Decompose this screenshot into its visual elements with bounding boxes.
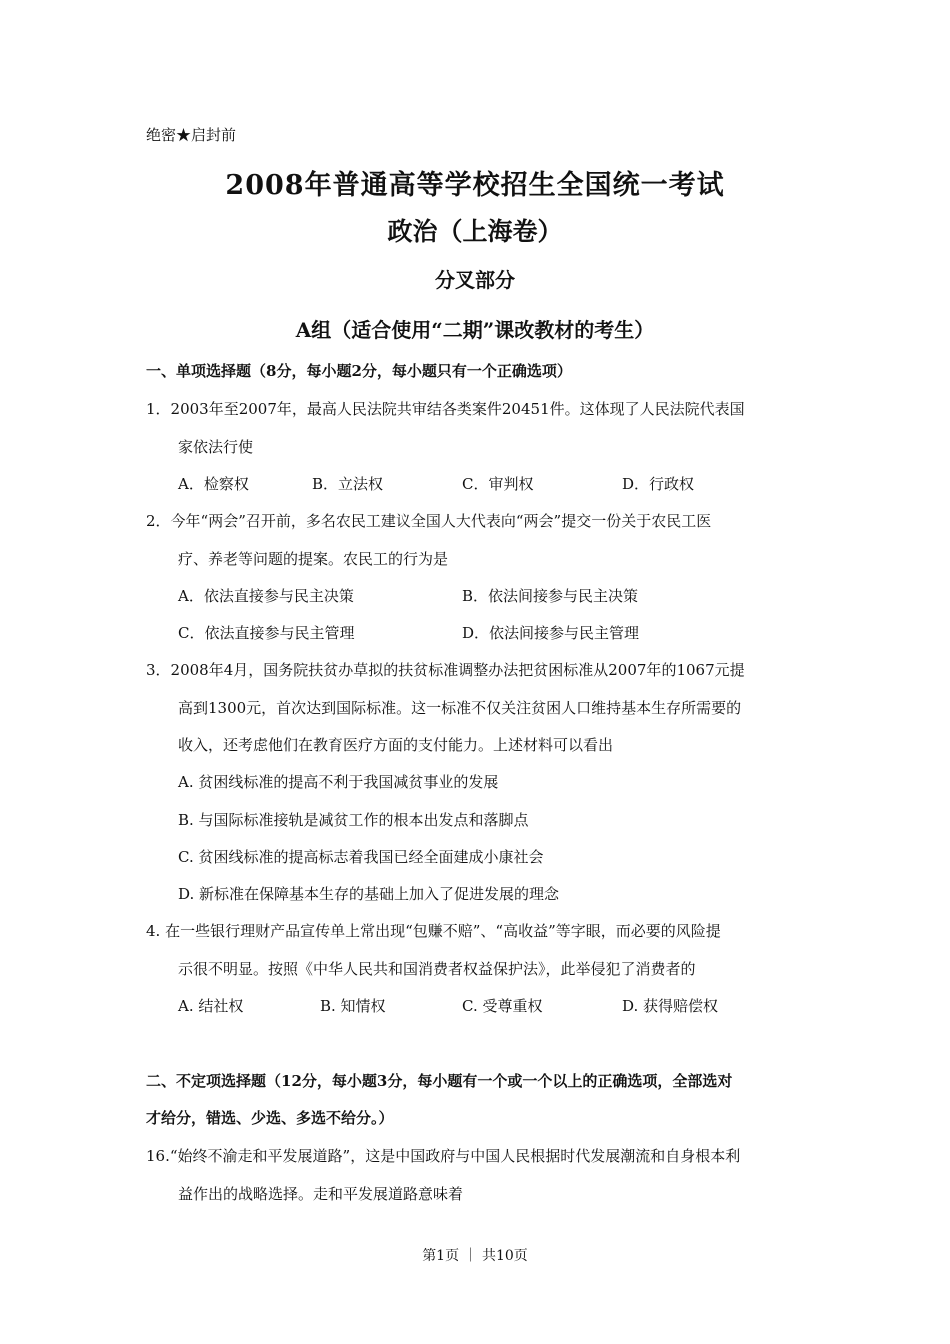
question-2-line2: 疗、养老等问题的提案。农民工的行为是 [178,550,449,568]
question-1-option-b: B．立法权 [312,475,384,493]
section1-heading: 一、单项选择题（8分，每小题2分，每小题只有一个正确选项） [146,362,572,380]
question-2-option-d: D．依法间接参与民主管理 [462,624,640,642]
question-1-option-c: C．审判权 [462,475,534,493]
question-16-line2: 益作出的战略选择。走和平发展道路意味着 [178,1185,464,1203]
question-4-option-a: A. 结社权 [178,997,244,1015]
question-2-option-c: C．依法直接参与民主管理 [178,624,355,642]
question-4-option-b: B. 知情权 [320,997,386,1015]
question-16-line1: 16.“始终不渝走和平发展道路”，这是中国政府与中国人民根据时代发展潮流和自身根本利 [146,1147,741,1165]
exam-title: 2008年普通高等学校招生全国统一考试 [225,170,725,201]
question-3-option-c: C. 贫困线标准的提高标志着我国已经全面建成小康社会 [178,848,544,866]
subject-title: 政治（上海卷） [387,217,563,246]
page-footer: 第1页 ｜ 共10页 [422,1248,528,1264]
question-1-line1: 1．2003年至2007年，最高人民法院共审结各类案件20451件。这体现了人民法院代表国 [146,400,745,418]
question-4-option-c: C. 受尊重权 [462,997,543,1015]
question-3-option-d: D. 新标准在保障基本生存的基础上加入了促进发展的理念 [178,885,560,903]
question-1-option-a: A．检察权 [178,475,249,493]
question-3-option-a: A. 贫困线标准的提高不利于我国减贫事业的发展 [178,773,499,791]
group-title: A组（适合使用“二期”课改教材的考生） [295,318,655,342]
question-3-option-b: B. 与国际标准接轨是减贫工作的根本出发点和落脚点 [178,811,529,829]
confidential-mark: 绝密★启封前 [146,126,237,144]
question-4-line2: 示很不明显。按照《中华人民共和国消费者权益保护法》，此举侵犯了消费者的 [178,960,696,978]
part-title: 分叉部分 [435,268,515,292]
question-4-line1: 4. 在一些银行理财产品宣传单上常出现“包赚不赔”、“高收益”等字眼，而必要的风险提 [146,922,721,940]
question-2-option-b: B．依法间接参与民主决策 [462,587,639,605]
section2-heading-line1: 二、不定项选择题（12分，每小题3分，每小题有一个或一个以上的正确选项，全部选对 [146,1072,733,1090]
question-2-line1: 2．今年“两会”召开前，多名农民工建议全国人大代表向“两会”提交一份关于农民工医 [146,512,712,530]
question-4-option-d: D. 获得赔偿权 [622,997,719,1015]
question-3-line3: 收入，还考虑他们在教育医疗方面的支付能力。上述材料可以看出 [178,736,614,754]
question-3-line2: 高到1300元，首次达到国际标准。这一标准不仅关注贫困人口维持基本生存所需要的 [178,699,742,717]
question-2-option-a: A．依法直接参与民主决策 [178,587,354,605]
question-1-line2: 家依法行使 [178,438,254,456]
section2-heading-line2: 才给分，错选、少选、多选不给分。） [146,1109,394,1127]
question-1-option-d: D．行政权 [622,475,695,493]
question-3-line1: 3．2008年4月，国务院扶贫办草拟的扶贫标准调整办法把贫困标准从2007年的1067元提 [146,661,745,679]
